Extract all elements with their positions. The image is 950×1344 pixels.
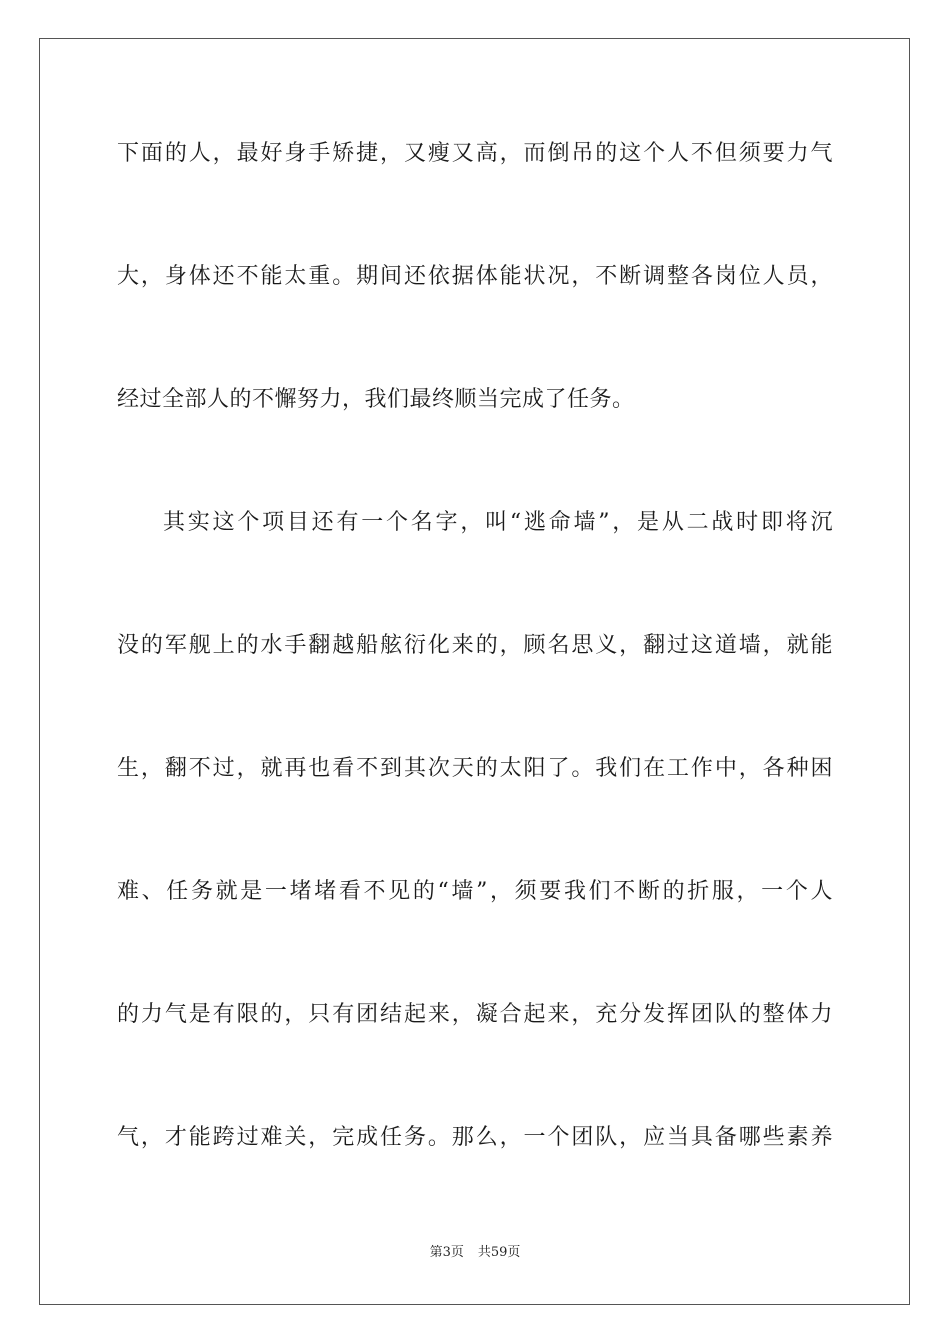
body-text-line: 经过全部人的不懈努力，我们最终顺当完成了任务。 — [117, 387, 635, 412]
page-number: 第3页 — [429, 1245, 464, 1260]
body-text-line: 的力气是有限的，只有团结起来，凝合起来，充分发挥团队的整体力 — [117, 1002, 833, 1027]
body-text-line: 下面的人，最好身手矫捷，又瘦又高，而倒吊的这个人不但须要力气 — [117, 141, 833, 166]
body-text-line: 大，身体还不能太重。期间还依据体能状况，不断调整各岗位人员， — [117, 264, 833, 289]
body-text-line: 难、任务就是一堵堵看不见的“墙”，须要我们不断的折服，一个人 — [117, 879, 833, 904]
page-footer — [0, 1244, 950, 1262]
page-border — [39, 38, 910, 1305]
body-text-line: 没的军舰上的水手翻越船舷衍化来的，顾名思义，翻过这道墙，就能 — [117, 633, 833, 658]
page-total: 共59页 — [477, 1245, 521, 1260]
body-text-line: 气，才能跨过难关，完成任务。那么，一个团队，应当具备哪些素养 — [117, 1125, 833, 1150]
paragraph-first-line: 其实这个项目还有一个名字，叫“逃命墙”，是从二战时即将沉 — [163, 510, 833, 535]
body-text-line: 生，翻不过，就再也看不到其次天的太阳了。我们在工作中，各种困 — [117, 756, 833, 781]
